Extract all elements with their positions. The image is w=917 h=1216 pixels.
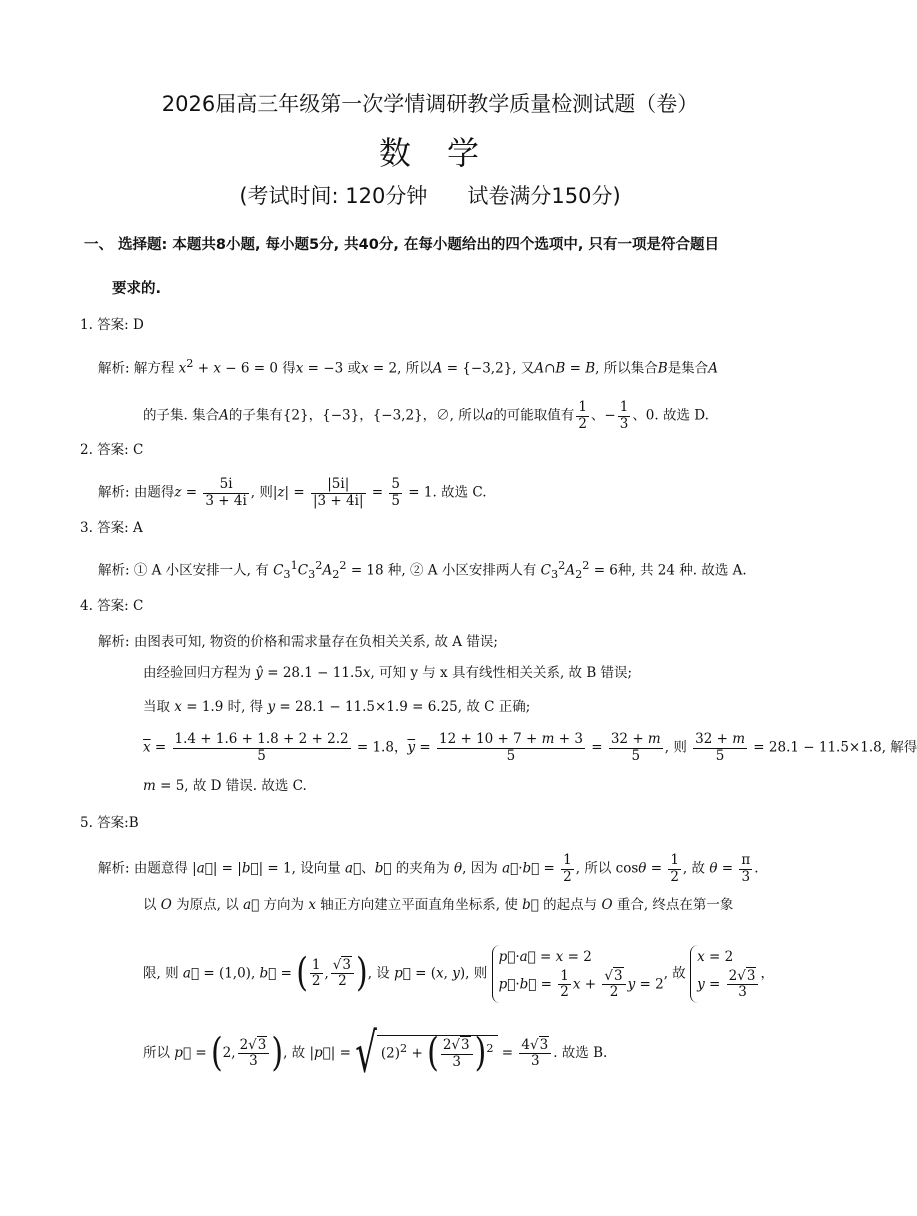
q1-analysis-line2: 的子集. 集合A的子集有{2}，{−3}，{−3,2}，∅, 所以a的可能取值有 $\frac{1}{2}$ 、− $\frac{1}{3}$ 、0. 故选 D. [143, 399, 709, 432]
exam-info: (考试时间: 120分钟 试卷满分150分) [239, 184, 621, 208]
q4-analysis-line3: 当取 x = 1.9 时, 得 y = 28.1 − 11.5×1.9 = 6.25, 故 C 正确; [143, 699, 531, 715]
q5-analysis-line4: 所以 p⃗ = (2, $\frac{2√3}{3}$ ), 故 |p⃗| = √ $(2)^2$ + ( $\frac{2√3}{3}$ )$^2$ = $\frac{4√3}{3}$ . 故选 B. [143, 1021, 608, 1086]
q3-analysis-line1: 解析: ① A 小区安排一人, 有 $C_3^1C_3^2A_2^2 = 18$ 种, ② A 小区安排两人有 $C_3^2A_2^2 = 6$种, 共 24 种. 故选 A. [98, 559, 747, 582]
section-heading-cont: 要求的. [112, 281, 162, 297]
q1-analysis-line1: 解析: 解方程 $x^2 + x - 6 = 0$ 得x = −3 或x = 2, 所以A = {−3,2}, 又A∩B = B, 所以集合B是集合A [98, 357, 718, 377]
q5-analysis-line3: 限, 则 a⃗ = (1,0), b⃗ = ( $\frac{1}{2}$ , $\frac{√3}{2}$ ), 设 p⃗ = (x, y), 则 p⃗·a⃗ = x = 2 p⃗·b⃗ = $\frac{1}{2}$ x + $\frac{√3}{2}$ y = 2 , 故 x = 2 y = $\frac{2√3}{3}$ ， [143, 945, 774, 1003]
q4-analysis-line4: $\overline{x}$ = $\frac{1.4 + 1.6 + 1.8 + 2 + 2.2}{5}$ = 1.8，$\overline{y}$ = $\frac{12 + 10 + 7 + m + 3}{5}$ = $\frac{32 + m}{5}$ , 则 $\frac{32 + m}{5}$ = 28.1 − 11.5×1.8, 解得 [143, 731, 917, 764]
q2-answer: 2. 答案: C [80, 442, 144, 458]
q4-answer: 4. 答案: C [80, 598, 144, 614]
q4-analysis-line2: 由经验回归方程为 ŷ = 28.1 − 11.5x, 可知 y 与 x 具有线性相关关系, 故 B 错误; [143, 665, 633, 681]
section-heading: 一、 选择题: 本题共8小题, 每小题5分, 共40分, 在每小题给出的四个选项中, 只有一项是符合题目 [84, 237, 719, 253]
q1-answer: 1. 答案: D [80, 317, 144, 333]
exam-title: 2026届高三年级第一次学情调研教学质量检测试题（卷） [161, 92, 699, 116]
subject-title: 数 学 [378, 134, 481, 172]
q3-answer: 3. 答案: A [80, 520, 143, 536]
q5-analysis-line2: 以 O 为原点, 以 a⃗ 方向为 x 轴正方向建立平面直角坐标系, 使 b⃗ 的起点与 O 重合, 终点在第一象 [143, 897, 734, 913]
q5-answer: 5. 答案:B [80, 815, 139, 831]
q4-analysis-line5: m = 5, 故 D 错误. 故选 C. [143, 778, 307, 794]
q2-analysis-line1: 解析: 由题得z = $\frac{5i}{3 + 4i}$ , 则|z| = $\frac{|5i|}{|3 + 4i|}$ = $\frac{5}{5}$ = 1. 故选 C. [98, 476, 487, 509]
q5-analysis-line1: 解析: 由题意得 |a⃗| = |b⃗| = 1, 设向量 a⃗、b⃗ 的夹角为 θ, 因为 a⃗·b⃗ = $\frac{1}{2}$ , 所以 cosθ = $\frac{1}{2}$ , 故 θ = $\frac{\pi}{3}$ . [98, 852, 759, 885]
q4-analysis-line1: 解析: 由图表可知, 物资的价格和需求量存在负相关关系, 故 A 错误; [98, 634, 498, 650]
